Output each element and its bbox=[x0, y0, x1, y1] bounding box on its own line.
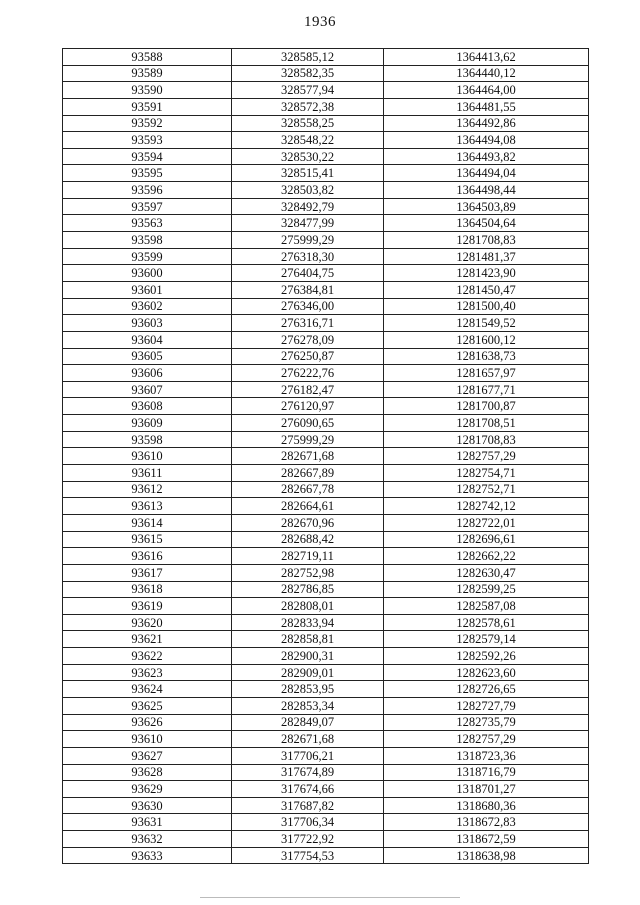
y-coordinate-cell: 1282578,61 bbox=[384, 614, 589, 631]
point-number-cell: 93604 bbox=[63, 331, 232, 348]
table-row bbox=[63, 381, 589, 398]
y-coordinate-cell: 1318701,27 bbox=[384, 781, 589, 798]
point-number-cell: 93611 bbox=[63, 465, 232, 482]
table-row bbox=[63, 731, 589, 748]
y-coordinate-cell: 1282722,01 bbox=[384, 514, 589, 531]
y-coordinate-cell: 1282599,25 bbox=[384, 581, 589, 598]
point-number-cell: 93633 bbox=[63, 847, 232, 864]
table-row bbox=[63, 548, 589, 565]
y-coordinate-cell: 1281708,83 bbox=[384, 431, 589, 448]
point-number-cell: 93622 bbox=[63, 648, 232, 665]
x-coordinate-cell: 276316,71 bbox=[232, 315, 384, 332]
y-coordinate-cell: 1282727,79 bbox=[384, 697, 589, 714]
x-coordinate-cell: 317674,89 bbox=[232, 764, 384, 781]
x-coordinate-cell: 328503,82 bbox=[232, 182, 384, 199]
point-number-cell: 93605 bbox=[63, 348, 232, 365]
point-number-cell: 93603 bbox=[63, 315, 232, 332]
x-coordinate-cell: 328558,25 bbox=[232, 115, 384, 132]
point-number-cell: 93628 bbox=[63, 764, 232, 781]
table-row bbox=[63, 82, 589, 99]
x-coordinate-cell: 282833,94 bbox=[232, 614, 384, 631]
table-row bbox=[63, 814, 589, 831]
point-number-cell: 93592 bbox=[63, 115, 232, 132]
table-row bbox=[63, 498, 589, 515]
x-coordinate-cell: 328572,38 bbox=[232, 98, 384, 115]
table-row bbox=[63, 448, 589, 465]
y-coordinate-cell: 1318638,98 bbox=[384, 847, 589, 864]
y-coordinate-cell: 1282662,22 bbox=[384, 548, 589, 565]
point-number-cell: 93629 bbox=[63, 781, 232, 798]
point-number-cell: 93616 bbox=[63, 548, 232, 565]
y-coordinate-cell: 1282587,08 bbox=[384, 598, 589, 615]
point-number-cell: 93617 bbox=[63, 564, 232, 581]
y-coordinate-cell: 1318680,36 bbox=[384, 797, 589, 814]
x-coordinate-cell: 282667,78 bbox=[232, 481, 384, 498]
x-coordinate-cell: 275999,29 bbox=[232, 232, 384, 249]
point-number-cell: 93627 bbox=[63, 747, 232, 764]
y-coordinate-cell: 1281549,52 bbox=[384, 315, 589, 332]
point-number-cell: 93618 bbox=[63, 581, 232, 598]
point-number-cell: 93606 bbox=[63, 365, 232, 382]
x-coordinate-cell: 282670,96 bbox=[232, 514, 384, 531]
y-coordinate-cell: 1281708,51 bbox=[384, 415, 589, 432]
y-coordinate-cell: 1281677,71 bbox=[384, 381, 589, 398]
x-coordinate-cell: 282752,98 bbox=[232, 564, 384, 581]
table-row bbox=[63, 598, 589, 615]
table-row bbox=[63, 614, 589, 631]
table-row bbox=[63, 431, 589, 448]
x-coordinate-cell: 282858,81 bbox=[232, 631, 384, 648]
table-row bbox=[63, 182, 589, 199]
point-number-cell: 93609 bbox=[63, 415, 232, 432]
point-number-cell: 93589 bbox=[63, 65, 232, 82]
x-coordinate-cell: 317706,21 bbox=[232, 747, 384, 764]
y-coordinate-cell: 1281700,87 bbox=[384, 398, 589, 415]
x-coordinate-cell: 276120,97 bbox=[232, 398, 384, 415]
table-row bbox=[63, 348, 589, 365]
x-coordinate-cell: 328585,12 bbox=[232, 49, 384, 66]
y-coordinate-cell: 1364492,86 bbox=[384, 115, 589, 132]
point-number-cell: 93597 bbox=[63, 198, 232, 215]
x-coordinate-cell: 282719,11 bbox=[232, 548, 384, 565]
x-coordinate-cell: 317674,66 bbox=[232, 781, 384, 798]
x-coordinate-cell: 328577,94 bbox=[232, 82, 384, 99]
point-number-cell: 93614 bbox=[63, 514, 232, 531]
x-coordinate-cell: 328548,22 bbox=[232, 132, 384, 149]
table-row bbox=[63, 148, 589, 165]
point-number-cell: 93607 bbox=[63, 381, 232, 398]
coordinates-table-body bbox=[63, 49, 589, 864]
table-row bbox=[63, 281, 589, 298]
y-coordinate-cell: 1282630,47 bbox=[384, 564, 589, 581]
y-coordinate-cell: 1282752,71 bbox=[384, 481, 589, 498]
x-coordinate-cell: 276278,09 bbox=[232, 331, 384, 348]
y-coordinate-cell: 1364464,00 bbox=[384, 82, 589, 99]
x-coordinate-cell: 282853,95 bbox=[232, 681, 384, 698]
point-number-cell: 93631 bbox=[63, 814, 232, 831]
table-row bbox=[63, 581, 589, 598]
x-coordinate-cell: 276090,65 bbox=[232, 415, 384, 432]
x-coordinate-cell: 282671,68 bbox=[232, 448, 384, 465]
table-row bbox=[63, 132, 589, 149]
point-number-cell: 93626 bbox=[63, 714, 232, 731]
y-coordinate-cell: 1364504,64 bbox=[384, 215, 589, 232]
table-row bbox=[63, 49, 589, 66]
point-number-cell: 93590 bbox=[63, 82, 232, 99]
x-coordinate-cell: 282667,89 bbox=[232, 465, 384, 482]
point-number-cell: 93613 bbox=[63, 498, 232, 515]
x-coordinate-cell: 282900,31 bbox=[232, 648, 384, 665]
table-row bbox=[63, 714, 589, 731]
point-number-cell: 93623 bbox=[63, 664, 232, 681]
table-row bbox=[63, 681, 589, 698]
y-coordinate-cell: 1282754,71 bbox=[384, 465, 589, 482]
y-coordinate-cell: 1364440,12 bbox=[384, 65, 589, 82]
table-row bbox=[63, 564, 589, 581]
x-coordinate-cell: 276318,30 bbox=[232, 248, 384, 265]
x-coordinate-cell: 282688,42 bbox=[232, 531, 384, 548]
y-coordinate-cell: 1282757,29 bbox=[384, 731, 589, 748]
table-row bbox=[63, 265, 589, 282]
y-coordinate-cell: 1364494,08 bbox=[384, 132, 589, 149]
y-coordinate-cell: 1281450,47 bbox=[384, 281, 589, 298]
x-coordinate-cell: 282909,01 bbox=[232, 664, 384, 681]
x-coordinate-cell: 328477,99 bbox=[232, 215, 384, 232]
y-coordinate-cell: 1318716,79 bbox=[384, 764, 589, 781]
y-coordinate-cell: 1364481,55 bbox=[384, 98, 589, 115]
y-coordinate-cell: 1364503,89 bbox=[384, 198, 589, 215]
page-number: 1936 bbox=[304, 14, 336, 30]
y-coordinate-cell: 1282696,61 bbox=[384, 531, 589, 548]
y-coordinate-cell: 1318672,83 bbox=[384, 814, 589, 831]
table-row bbox=[63, 415, 589, 432]
x-coordinate-cell: 317722,92 bbox=[232, 831, 384, 848]
scan-artifact-line bbox=[200, 897, 460, 898]
y-coordinate-cell: 1282742,12 bbox=[384, 498, 589, 515]
point-number-cell: 93594 bbox=[63, 148, 232, 165]
y-coordinate-cell: 1318672,59 bbox=[384, 831, 589, 848]
point-number-cell: 93595 bbox=[63, 165, 232, 182]
table-row bbox=[63, 648, 589, 665]
point-number-cell: 93610 bbox=[63, 448, 232, 465]
y-coordinate-cell: 1281638,73 bbox=[384, 348, 589, 365]
point-number-cell: 93600 bbox=[63, 265, 232, 282]
y-coordinate-cell: 1281600,12 bbox=[384, 331, 589, 348]
y-coordinate-cell: 1364494,04 bbox=[384, 165, 589, 182]
table-row bbox=[63, 831, 589, 848]
x-coordinate-cell: 317706,34 bbox=[232, 814, 384, 831]
table-row bbox=[63, 764, 589, 781]
point-number-cell: 93630 bbox=[63, 797, 232, 814]
table-row bbox=[63, 248, 589, 265]
point-number-cell: 93598 bbox=[63, 431, 232, 448]
table-row bbox=[63, 697, 589, 714]
point-number-cell: 93610 bbox=[63, 731, 232, 748]
table-row bbox=[63, 232, 589, 249]
point-number-cell: 93619 bbox=[63, 598, 232, 615]
table-row bbox=[63, 847, 589, 864]
y-coordinate-cell: 1282757,29 bbox=[384, 448, 589, 465]
x-coordinate-cell: 282808,01 bbox=[232, 598, 384, 615]
point-number-cell: 93596 bbox=[63, 182, 232, 199]
y-coordinate-cell: 1282592,26 bbox=[384, 648, 589, 665]
point-number-cell: 93620 bbox=[63, 614, 232, 631]
table-row bbox=[63, 631, 589, 648]
y-coordinate-cell: 1281708,83 bbox=[384, 232, 589, 249]
y-coordinate-cell: 1281657,97 bbox=[384, 365, 589, 382]
x-coordinate-cell: 282853,34 bbox=[232, 697, 384, 714]
table-row bbox=[63, 331, 589, 348]
y-coordinate-cell: 1364413,62 bbox=[384, 49, 589, 66]
y-coordinate-cell: 1318723,36 bbox=[384, 747, 589, 764]
table-row bbox=[63, 165, 589, 182]
y-coordinate-cell: 1281481,37 bbox=[384, 248, 589, 265]
point-number-cell: 93598 bbox=[63, 232, 232, 249]
x-coordinate-cell: 275999,29 bbox=[232, 431, 384, 448]
x-coordinate-cell: 282786,85 bbox=[232, 581, 384, 598]
point-number-cell: 93602 bbox=[63, 298, 232, 315]
table-row bbox=[63, 781, 589, 798]
table-row bbox=[63, 797, 589, 814]
x-coordinate-cell: 282671,68 bbox=[232, 731, 384, 748]
y-coordinate-cell: 1282735,79 bbox=[384, 714, 589, 731]
point-number-cell: 93625 bbox=[63, 697, 232, 714]
point-number-cell: 93608 bbox=[63, 398, 232, 415]
table-row bbox=[63, 215, 589, 232]
x-coordinate-cell: 328582,35 bbox=[232, 65, 384, 82]
x-coordinate-cell: 328515,41 bbox=[232, 165, 384, 182]
table-row bbox=[63, 365, 589, 382]
table-row bbox=[63, 465, 589, 482]
x-coordinate-cell: 317754,53 bbox=[232, 847, 384, 864]
x-coordinate-cell: 282664,61 bbox=[232, 498, 384, 515]
point-number-cell: 93632 bbox=[63, 831, 232, 848]
x-coordinate-cell: 276346,00 bbox=[232, 298, 384, 315]
x-coordinate-cell: 276384,81 bbox=[232, 281, 384, 298]
point-number-cell: 93615 bbox=[63, 531, 232, 548]
table-row bbox=[63, 531, 589, 548]
y-coordinate-cell: 1364493,82 bbox=[384, 148, 589, 165]
y-coordinate-cell: 1282579,14 bbox=[384, 631, 589, 648]
table-row bbox=[63, 747, 589, 764]
x-coordinate-cell: 317687,82 bbox=[232, 797, 384, 814]
x-coordinate-cell: 328492,79 bbox=[232, 198, 384, 215]
y-coordinate-cell: 1281423,90 bbox=[384, 265, 589, 282]
x-coordinate-cell: 276182,47 bbox=[232, 381, 384, 398]
x-coordinate-cell: 282849,07 bbox=[232, 714, 384, 731]
y-coordinate-cell: 1282726,65 bbox=[384, 681, 589, 698]
x-coordinate-cell: 276250,87 bbox=[232, 348, 384, 365]
coordinates-table bbox=[62, 48, 589, 864]
table-row bbox=[63, 481, 589, 498]
table-row bbox=[63, 514, 589, 531]
point-number-cell: 93593 bbox=[63, 132, 232, 149]
point-number-cell: 93599 bbox=[63, 248, 232, 265]
table-row bbox=[63, 664, 589, 681]
table-row bbox=[63, 298, 589, 315]
table-row bbox=[63, 198, 589, 215]
point-number-cell: 93563 bbox=[63, 215, 232, 232]
y-coordinate-cell: 1281500,40 bbox=[384, 298, 589, 315]
table-row bbox=[63, 315, 589, 332]
point-number-cell: 93601 bbox=[63, 281, 232, 298]
table-row bbox=[63, 98, 589, 115]
y-coordinate-cell: 1364498,44 bbox=[384, 182, 589, 199]
y-coordinate-cell: 1282623,60 bbox=[384, 664, 589, 681]
table-row bbox=[63, 65, 589, 82]
x-coordinate-cell: 328530,22 bbox=[232, 148, 384, 165]
table-row bbox=[63, 115, 589, 132]
table-row bbox=[63, 398, 589, 415]
point-number-cell: 93591 bbox=[63, 98, 232, 115]
point-number-cell: 93588 bbox=[63, 49, 232, 66]
x-coordinate-cell: 276404,75 bbox=[232, 265, 384, 282]
point-number-cell: 93612 bbox=[63, 481, 232, 498]
point-number-cell: 93624 bbox=[63, 681, 232, 698]
x-coordinate-cell: 276222,76 bbox=[232, 365, 384, 382]
point-number-cell: 93621 bbox=[63, 631, 232, 648]
